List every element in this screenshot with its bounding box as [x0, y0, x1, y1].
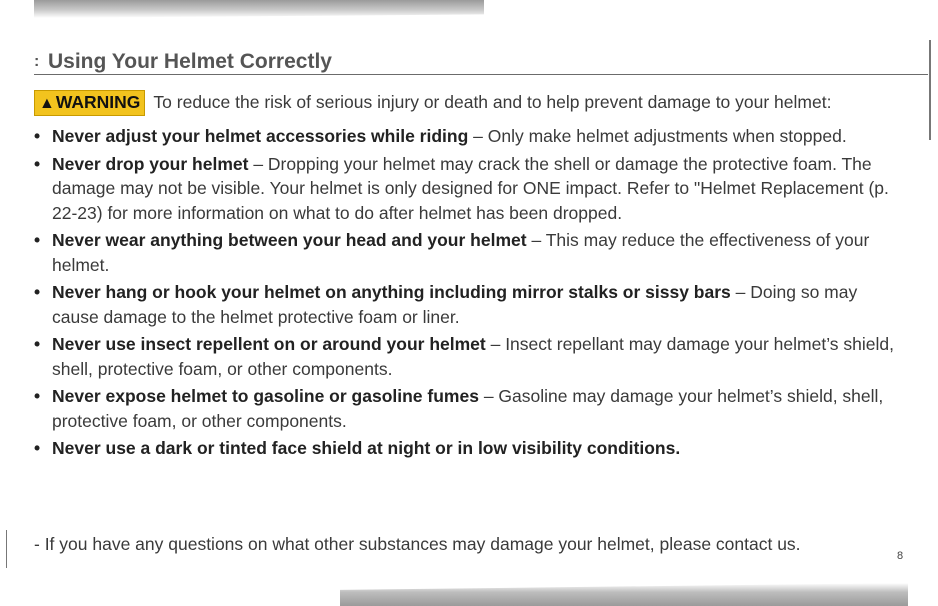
bullet-icon: •	[34, 334, 41, 354]
bullet-lead: Never expose helmet to gasoline or gasoline fumes	[52, 386, 479, 406]
section-title: Using Your Helmet Correctly	[48, 50, 332, 73]
list-item	[34, 384, 904, 433]
bullet-icon: •	[34, 153, 41, 174]
bullet-lead: Never use a dark or tinted face shield at night or in low visibility conditions.	[52, 438, 681, 458]
list-item	[34, 332, 904, 381]
bullet-icon: •	[34, 282, 41, 302]
bullet-lead: Never use insect repellent on or around your helmet	[52, 334, 486, 354]
list-item	[34, 124, 904, 149]
list-item	[34, 436, 904, 461]
bullet-text: – Doing so may cause damage to the helmet protective foam or liner.	[52, 282, 858, 327]
page-number: 8	[897, 550, 904, 562]
warning-label: WARNING	[55, 92, 141, 112]
bullet-lead: Never hang or hook your helmet on anything including mirror stalks or sissy bars	[52, 282, 731, 302]
warning-triangle-icon: ▲	[39, 95, 55, 112]
list-item	[34, 280, 904, 329]
warning-text: To reduce the risk of serious injury or death and to help prevent damage to your helmet:	[153, 92, 832, 112]
footer-note: - If you have any questions on what other substances may damage your helmet, please contact us.	[34, 534, 801, 554]
bullet-icon: •	[34, 438, 41, 458]
bullet-icon: •	[34, 230, 41, 250]
bullet-text: – Dropping your helmet may crack the shell or damage the protective foam. The damage may not be visible. Your helmet is only designed for ONE impact. Refer to "Helmet Replacement (p. 22-23) for more information on what to do after helmet has been dropped.	[52, 153, 889, 223]
section-marker-icon: :	[34, 53, 40, 70]
list-item	[34, 152, 904, 226]
bullet-icon: •	[34, 386, 41, 406]
warning-statement	[34, 90, 924, 114]
bullet-lead: Never adjust your helmet accessories while riding	[52, 126, 469, 146]
bullet-text: – Insect repellant may damage your helmet’s shield, shell, protective foam, or other components.	[52, 334, 894, 379]
bullet-text: – Gasoline may damage your helmet’s shield, shell, protective foam, or other components.	[52, 386, 884, 431]
warning-badge	[34, 90, 145, 116]
bullet-lead: Never wear anything between your head and your helmet	[52, 230, 527, 250]
bullet-lead: Never drop your helmet	[52, 153, 249, 174]
top-decorative-band	[34, 0, 484, 18]
bottom-decorative-band	[340, 583, 908, 606]
safety-bullet-list	[34, 124, 904, 464]
bullet-icon: •	[34, 126, 41, 146]
bullet-text: – Only make helmet adjustments when stopped.	[468, 126, 847, 146]
section-header	[34, 50, 928, 75]
left-margin-rule	[6, 530, 7, 568]
bullet-text: – This may reduce the effectiveness of your helmet.	[52, 230, 870, 275]
right-margin-rule	[929, 40, 931, 140]
list-item	[34, 228, 904, 277]
